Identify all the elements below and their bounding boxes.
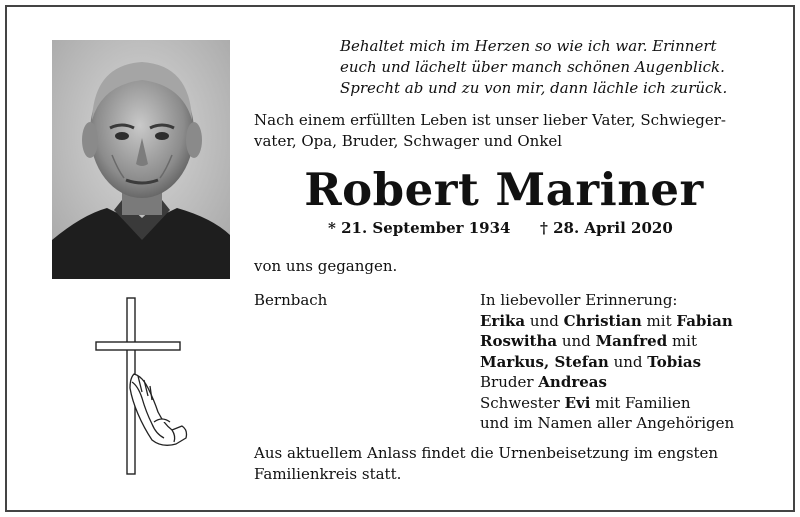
funeral-notice (254, 443, 774, 485)
mourners-heading: In liebevoller Erinnerung: (480, 291, 678, 309)
cross-with-praying-hands-icon (92, 296, 192, 478)
poem-line: Sprecht ab und zu von mir, dann lächle ich zurück. (340, 79, 728, 97)
notice-line: Familienkreis statt. (254, 465, 402, 483)
mourners-line: Erika und Christian mit Fabian (480, 311, 733, 330)
intro-text (254, 110, 774, 152)
mourners-line: Markus, Stefan und Tobias (480, 352, 702, 371)
poem-line: euch und lächelt über manch schönen Augenblick. (340, 58, 725, 76)
poem (340, 36, 770, 99)
mourners-line: Schwester Evi mit Familien (480, 393, 691, 412)
poem-line: Behaltet mich im Herzen so wie ich war. Erinnert (340, 37, 717, 55)
mourners-line: Bruder Andreas (480, 373, 607, 391)
death-date: † 28. April 2020 (540, 219, 673, 237)
portrait-photo (52, 40, 230, 279)
birth-date: * 21. September 1934 (328, 219, 511, 237)
mourners-line: und im Namen aller Angehörigen (480, 414, 735, 432)
notice-line: Aus aktuellem Anlass findet die Urnenbeisetzung im engsten (254, 444, 719, 462)
deceased-name: Robert Mariner (304, 163, 704, 216)
mourners-list (480, 290, 780, 434)
place-name: Bernbach (254, 291, 328, 309)
intro-line: Nach einem erfüllten Leben ist unser lieber Vater, Schwieger- (254, 111, 726, 129)
intro-line: vater, Opa, Bruder, Schwager und Onkel (254, 132, 563, 150)
passed-away-text: von uns gegangen. (254, 257, 398, 275)
mourners-line: Roswitha und Manfred mit (480, 332, 698, 350)
